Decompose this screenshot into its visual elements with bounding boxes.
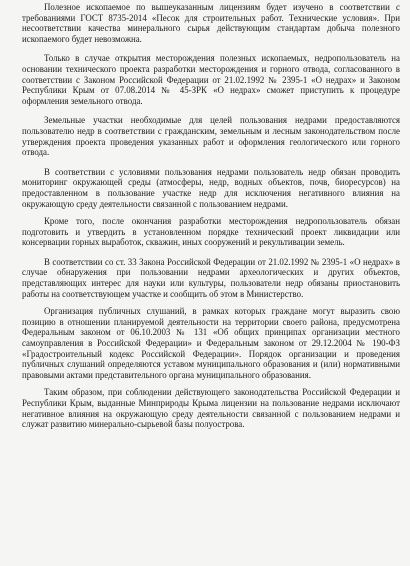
paragraph-2: Только в случае открытия месторождения полезных ископаемых, недропользователь на основании технического проекта разработки месторождения и горного отвода, согласованного в соответствии с Законом Российской Федерации от 21.02.1992 № 2395-1 «О недрах» и Законом Республики Крым от 07.08.2014 № 45-ЗРК «О недрах» сможет приступить к процедуре оформления земельного отвода. [22,53,400,106]
paragraph-8: Таким образом, при соблюдении действующего законодательства Российской Федерации и Республики Крым, выданные Минприроды Крыма лицензии на пользование недрами исключают негативное влияния на окружающую среду деятельности связанной с пользованием недрами и служат развитию минерально-сырьевой базы полуострова. [22,387,400,430]
paragraph-3: Земельные участки необходимые для целей пользования недрами предоставляются пользователю недр в соответствии с гражданским, земельным и лесным законодательством после утверждения проекта проведения указанных работ и оформления геологического или горного отвода. [22,115,400,158]
paragraph-4: В соответствии с условиями пользования недрами пользователь недр обязан проводить мониторинг окружающей среды (атмосферы, недр, водных объектов, почв, биоресурсов) на предоставленном в пользование участке недр для исключения негативного влияния на окружающую среду деятельности связанной с пользованием недрами. [22,166,400,209]
paragraph-5: Кроме того, после окончания разработки месторождения недропользователь обязан подготовить и утвердить в установленном порядке технический проект ликвидации или консервации горных выработок, скважин, иных сооружений и рекультивации земель. [22,216,400,248]
paragraph-1: Полезное ископаемое по вышеуказанным лицензиям будет изучено в соответствии с требованиями ГОСТ 8735-2014 «Песок для строительных работ. Технические условия». При несоответствии качества минерального сырья действующим стандартам добыча полезного ископаемого будет невозможна. [22,2,400,44]
paragraph-7: Организация публичных слушаний, в рамках которых граждане могут выразить свою позицию в отношении планируемой деятельности на территории своего района, предусмотрена Федеральным законом от 06.10.2003 № 131 «Об общих принципах организации местного самоуправления в Российской Федерации» и Федеральным законом от 29.12.2004 № 190-ФЗ «Градостроительный кодекс Российской Федерации». Порядок организации и проведения публичных слушаний определяются уставом муниципального образования и (или) нормативными правовыми актами представительного органа муниципального образования. [22,306,400,380]
paragraph-6: В соответствии со ст. 33 Закона Российской Федерации от 21.02.1992 № 2395-1 «О недрах» в случае обнаружения при пользовании недрами археологических и других объектов, представляющих интерес для науки или культуры, пользователи недр обязаны приостановить работы на соответствующем участке и сообщить об этом в Министерство. [22,256,400,299]
